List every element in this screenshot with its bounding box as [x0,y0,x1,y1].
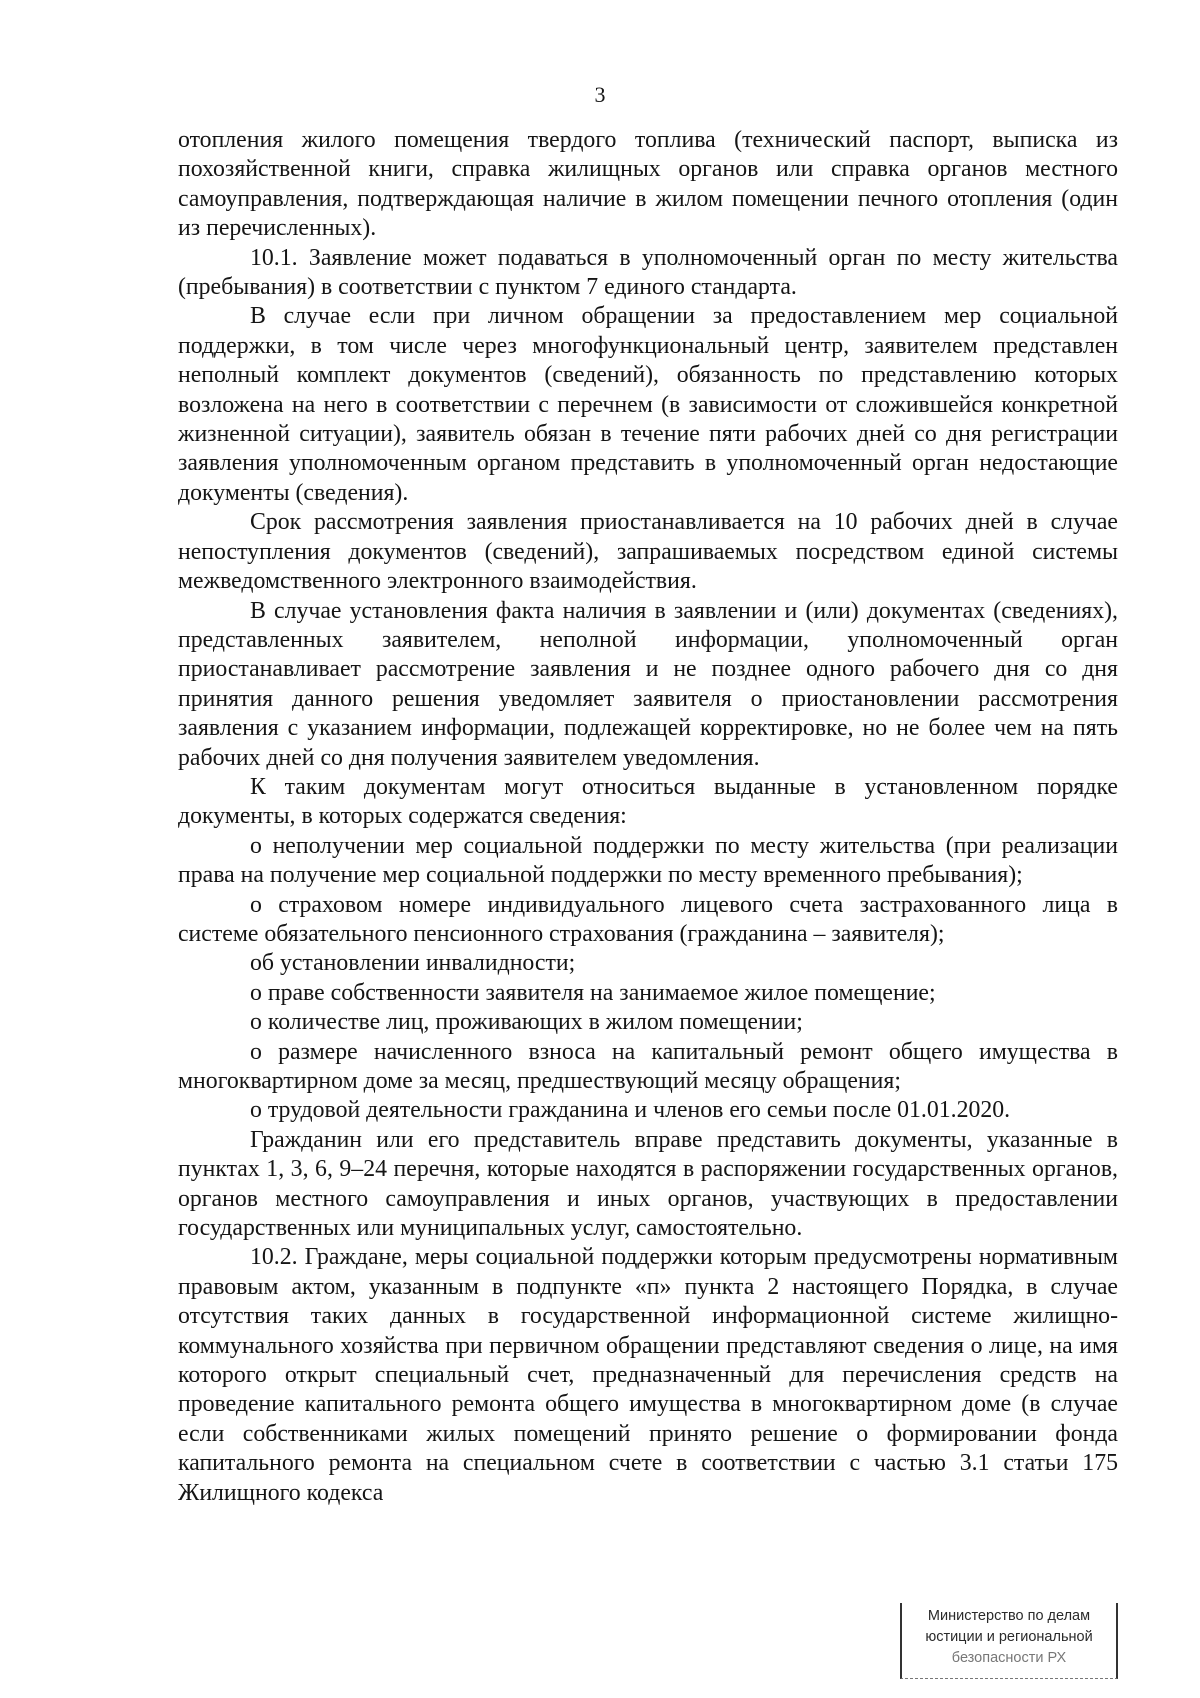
stamp-line: безопасности РХ [951,1650,1067,1666]
paragraph: 10.2. Граждане, меры социальной поддержки которым предусмотрены нормативным правовым актом, указанным в подпункте «п» пункта 2 настоящего Порядка, в случае отсутствия таких данных в государственной информационной системе жилищно-коммунального хозяйства при первичном обращении представляют сведения о лице, на имя которого открыт специальный счет, предназначенный для перечисления средств на проведение капитального ремонта общего имущества в многоквартирном доме (в случае если собственниками жилых помещений принято решение о формировании фонда капитального ремонта на специальном счете в соответствии с частью 3.1 статьи 175 Жилищного кодекса [178,1244,1118,1506]
paragraph: В случае если при личном обращении за предоставлением мер социальной поддержки, в том числе через многофункциональный центр, заявителем представлен неполный комплект документов (сведений), обязанность по представлению которых возложена на него в соответствии с перечнем (в зависимости от сложившейся конкретной жизненной ситуации), заявитель обязан в течение пяти рабочих дней со дня регистрации заявления уполномоченным органом представить в уполномоченный орган недостающие документы (сведения). [178,303,1118,506]
list-item: о страховом номере индивидуального лицевого счета застрахованного лица в системе обязательного пенсионного страхования (гражданина – заявителя); [178,891,1118,947]
list-item: об установлении инвалидности; [250,950,576,977]
paragraph: Гражданин или его представитель вправе представить документы, указанные в пунктах 1, 3, 6, 9–24 перечня, которые находятся в распоряжении государственных органов, органов местного самоуправления и иных органов, участвующих в предоставлении государственных или муниципальных услуг, самостоятельно. [178,1126,1118,1242]
paragraph: отопления жилого помещения твердого топлива (технический паспорт, выписка из похозяйственной книги, справка жилищных органов или справка органов местного самоуправления, подтверждающая наличие в жилом помещении печного отопления (один из перечисленных). [178,127,1118,242]
list-item: о трудовой деятельности гражданина и членов его семьи после 01.01.2020. [250,1097,1011,1124]
stamp-line: Министерство по делам [927,1608,1091,1624]
paragraph: В случае установления факта наличия в заявлении и (или) документах (сведениях), представленных заявителем, неполной информации, уполномоченный орган приостанавливает рассмотрение заявления и не позднее одного рабочего дня со дня принятия данного решения уведомляет заявителя о приостановлении рассмотрения заявления с указанием информации, подлежащей корректировке, но не более чем на пять рабочих дней со дня получения заявителем уведомления. [178,597,1118,771]
document-body [178,126,1118,1508]
page-number: 3 [594,82,606,107]
paragraph: Срок рассмотрения заявления приостанавливается на 10 рабочих дней в случае непоступления документов (сведений), запрашиваемых посредством единой системы межведомственного электронного взаимодействия. [178,509,1118,595]
paragraph: К таким документам могут относиться выданные в установленном порядке документы, в которых содержатся сведения: [178,773,1118,830]
list-item: о размере начисленного взноса на капитальный ремонт общего имущества в многоквартирном доме за месяц, предшествующий месяцу обращения; [178,1038,1118,1094]
list-item: о неполучении мер социальной поддержки по месту жительства (при реализации права на получение мер социальной поддержки по месту временного пребывания); [178,832,1118,889]
list-item: о количестве лиц, проживающих в жилом помещении; [250,1009,803,1036]
paragraph: 10.1. Заявление может подаваться в уполномоченный орган по месту жительства (пребывания) в соответствии с пунктом 7 единого стандарта. [178,244,1118,301]
ministry-stamp [900,1603,1118,1679]
list-item: о праве собственности заявителя на занимаемое жилое помещение; [250,979,936,1006]
stamp-line: юстиции и региональной [925,1629,1093,1645]
